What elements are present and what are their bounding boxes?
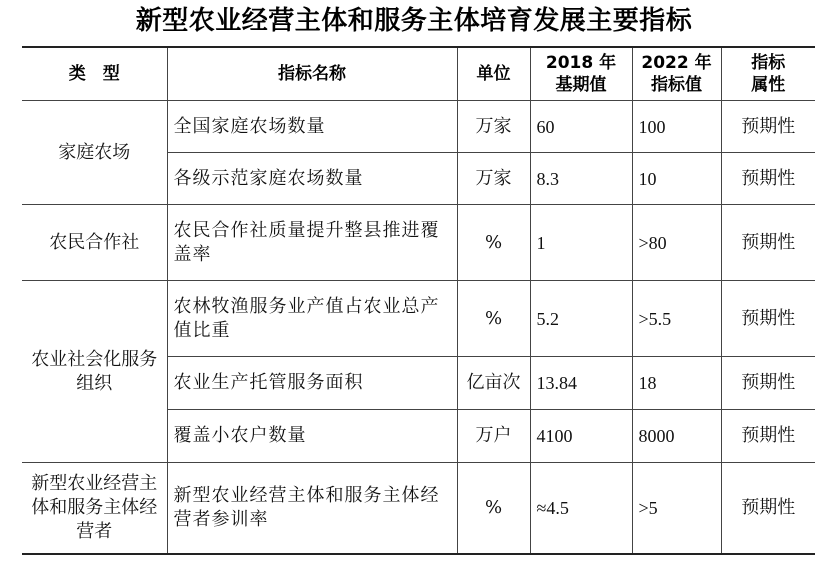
header-base-label: 基期值 — [555, 75, 607, 95]
indicator-unit: % — [457, 205, 530, 281]
indicator-unit: 万家 — [457, 101, 530, 153]
header-base-year: 2018 年 — [545, 53, 617, 73]
target-value: >80 — [632, 205, 721, 281]
indicator-attribute: 预期性 — [721, 153, 815, 205]
table-row — [22, 281, 815, 357]
header-attribute-line2: 属性 — [751, 75, 786, 95]
indicator-attribute: 预期性 — [721, 357, 815, 410]
header-attribute — [721, 47, 815, 101]
table-row — [22, 205, 815, 281]
header-base-value — [530, 47, 632, 101]
indicator-attribute: 预期性 — [721, 205, 815, 281]
indicator-unit: % — [457, 463, 530, 555]
target-value: 10 — [632, 153, 721, 205]
header-target-year: 2022 年 — [641, 53, 712, 73]
indicator-unit: 亿亩次 — [457, 357, 530, 410]
indicator-name: 农林牧渔服务业产值占农业总产值比重 — [167, 281, 457, 357]
type-cell-service-organization: 农业社会化服务组织 — [22, 281, 167, 463]
base-value: 5.2 — [530, 281, 632, 357]
type-cell-cooperative: 农民合作社 — [22, 205, 167, 281]
indicator-unit: % — [457, 281, 530, 357]
indicator-name: 新型农业经营主体和服务主体经营者参训率 — [167, 463, 457, 555]
base-value: 60 — [530, 101, 632, 153]
indicator-attribute: 预期性 — [721, 101, 815, 153]
header-unit: 单位 — [457, 47, 530, 101]
header-attribute-line1: 指标 — [751, 53, 786, 73]
type-cell-family-farm: 家庭农场 — [22, 101, 167, 205]
base-value: 1 — [530, 205, 632, 281]
header-name: 指标名称 — [167, 47, 457, 101]
header-row — [22, 47, 815, 101]
indicator-name: 各级示范家庭农场数量 — [167, 153, 457, 205]
target-value: 8000 — [632, 410, 721, 463]
table-row — [22, 463, 815, 555]
indicator-name: 全国家庭农场数量 — [167, 101, 457, 153]
indicator-unit: 万户 — [457, 410, 530, 463]
indicator-name: 覆盖小农户数量 — [167, 410, 457, 463]
indicator-name: 农业生产托管服务面积 — [167, 357, 457, 410]
target-value: >5.5 — [632, 281, 721, 357]
type-cell-operators: 新型农业经营主体和服务主体经营者 — [22, 463, 167, 555]
document-title: 新型农业经营主体和服务主体培育发展主要指标 — [135, 6, 693, 36]
header-type: 类 型 — [22, 47, 167, 101]
indicator-attribute: 预期性 — [721, 463, 815, 555]
base-value: ≈4.5 — [530, 463, 632, 555]
base-value: 4100 — [530, 410, 632, 463]
header-target-label: 指标值 — [651, 75, 702, 95]
indicator-attribute: 预期性 — [721, 281, 815, 357]
indicator-attribute: 预期性 — [721, 410, 815, 463]
target-value: 18 — [632, 357, 721, 410]
base-value: 8.3 — [530, 153, 632, 205]
indicator-unit: 万家 — [457, 153, 530, 205]
target-value: 100 — [632, 101, 721, 153]
target-value: >5 — [632, 463, 721, 555]
indicators-table — [22, 46, 815, 555]
indicator-name: 农民合作社质量提升整县推进覆盖率 — [167, 205, 457, 281]
table-row — [22, 101, 815, 153]
header-target-value — [632, 47, 721, 101]
base-value: 13.84 — [530, 357, 632, 410]
